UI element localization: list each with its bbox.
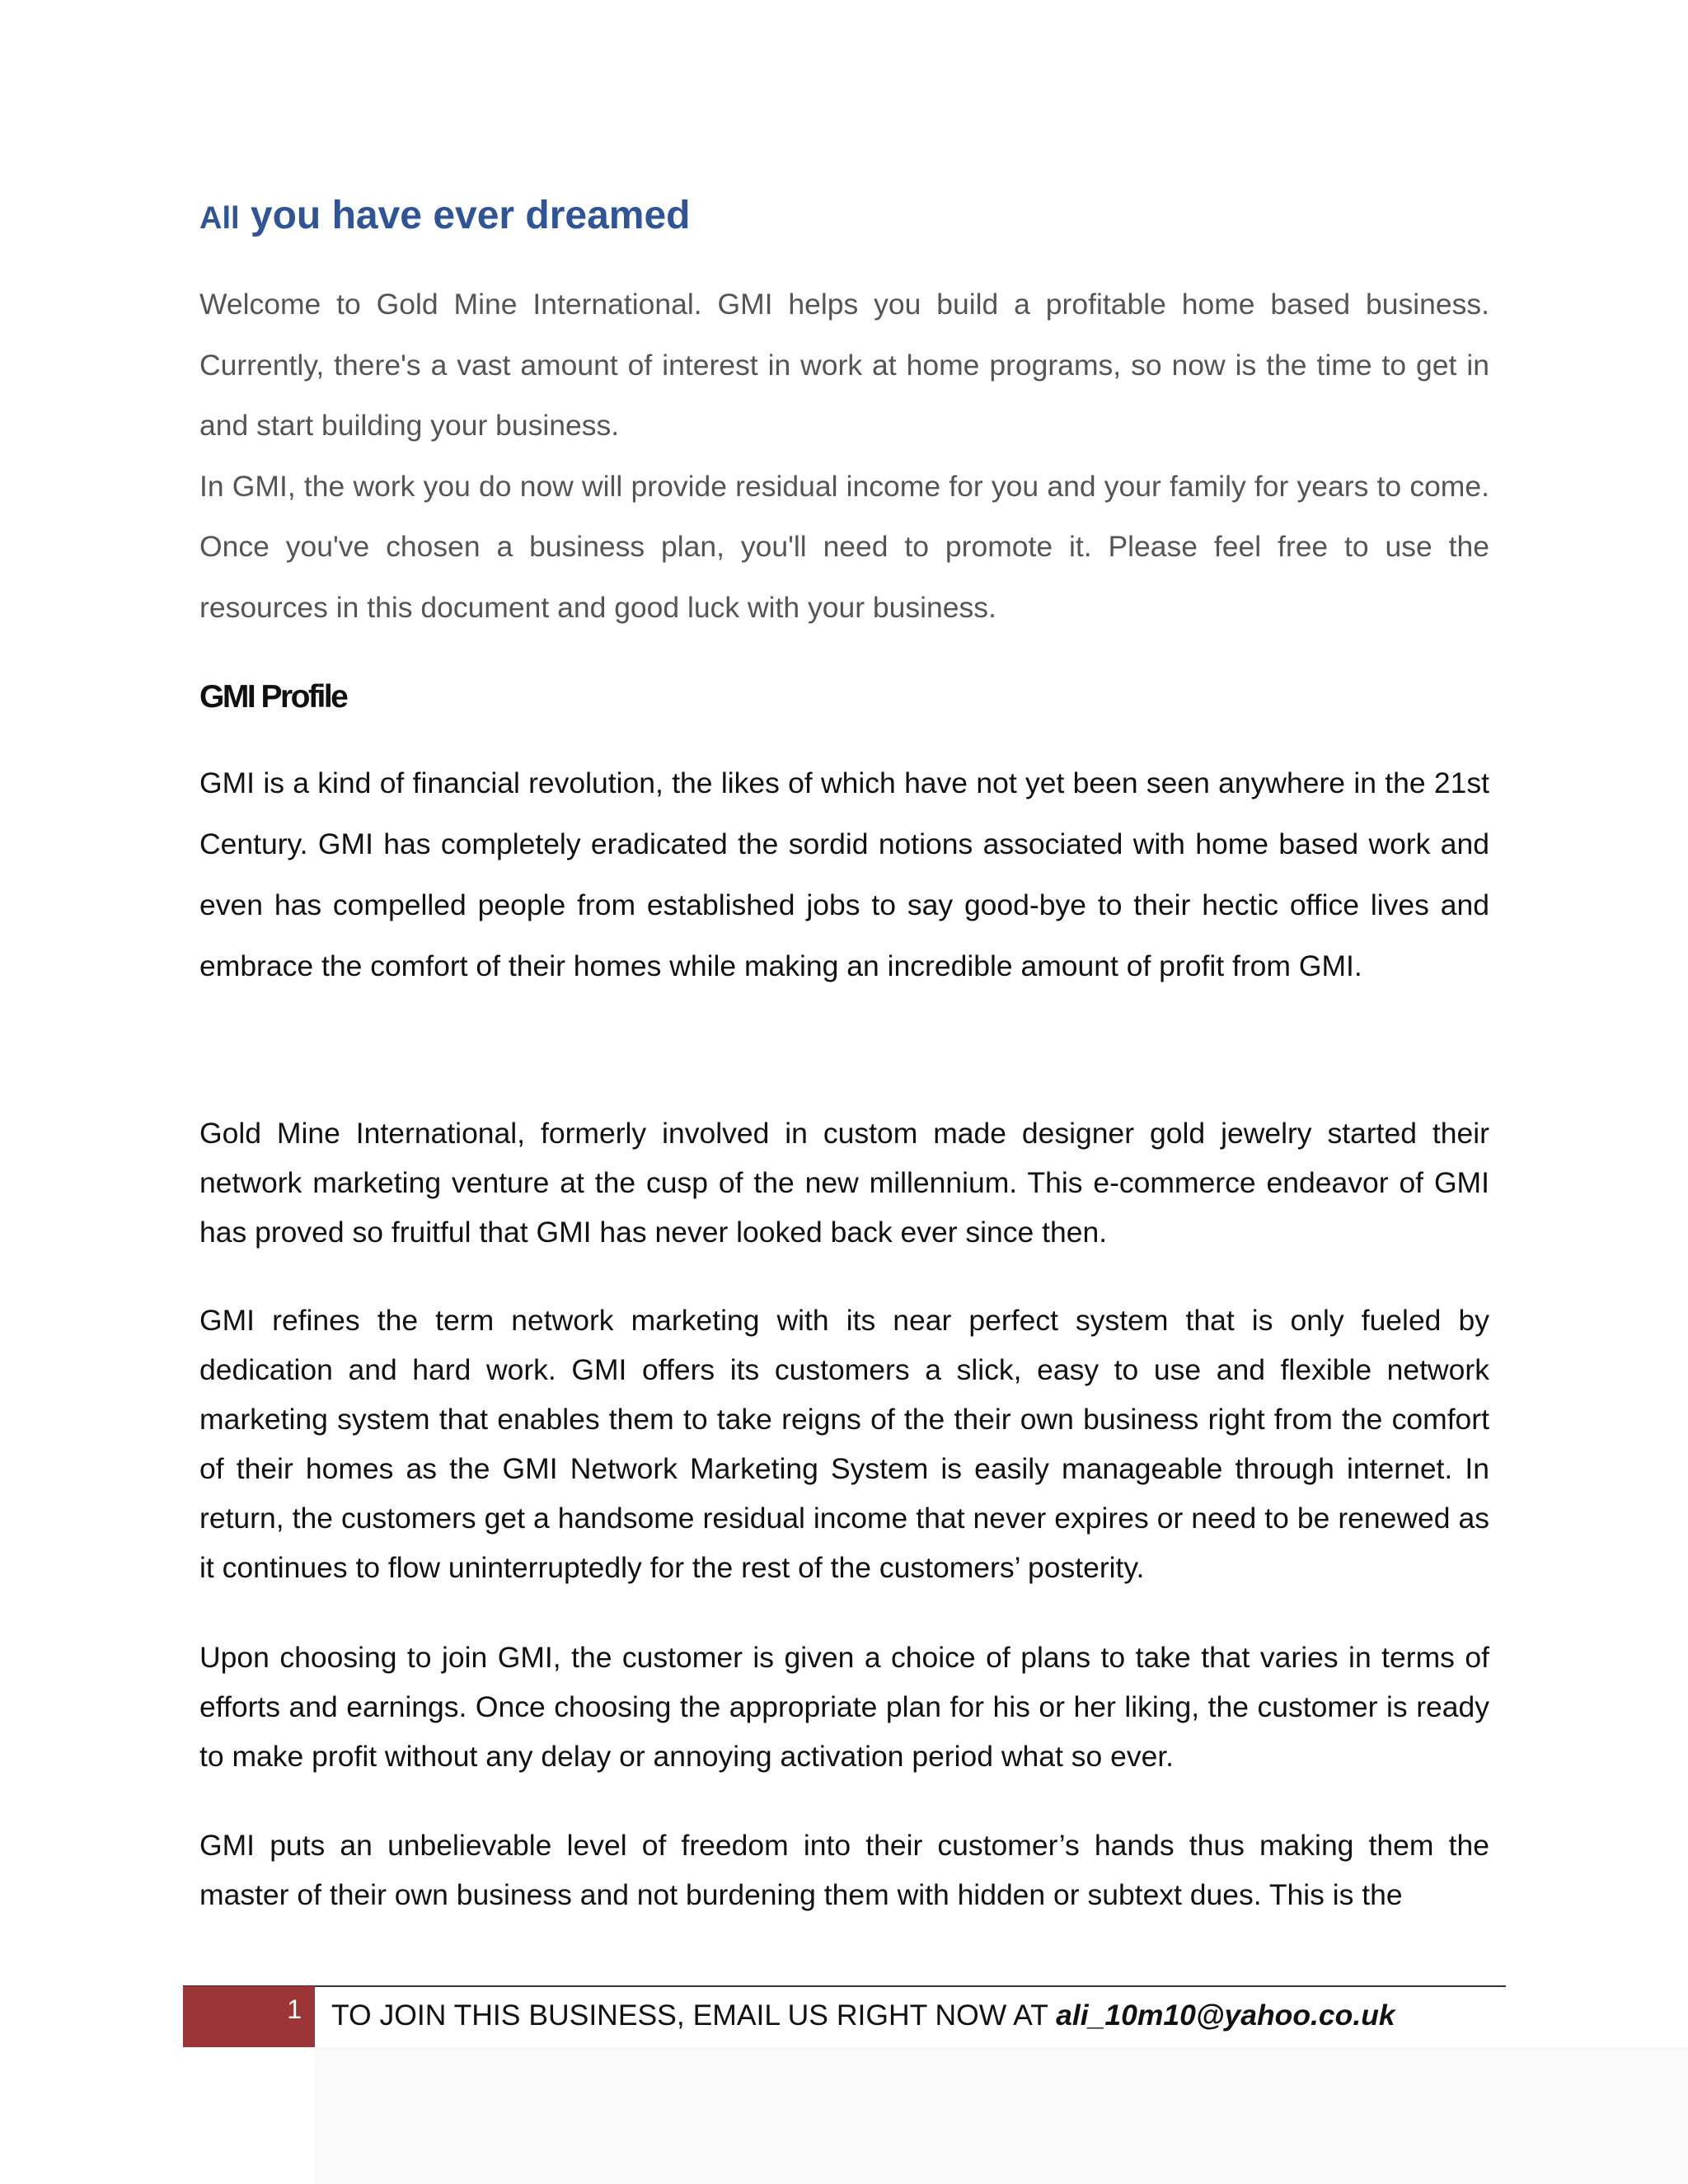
page-number: 1 bbox=[287, 1994, 302, 2024]
profile-paragraph-2: Gold Mine International, formerly involved in custom made designer gold jewelry started their network marketing venture at the cusp of the new millennium. This e-commerce endeavor of GMI has proved so fruitful that GMI has never looked back ever since then. bbox=[199, 1117, 1489, 1249]
page-title-prefix: All bbox=[199, 201, 240, 236]
footer-cta-text: TO JOIN THIS BUSINESS, EMAIL US RIGHT NOW AT bbox=[331, 1999, 1057, 2032]
footer-shade bbox=[315, 2047, 1688, 2184]
intro-paragraph-2: In GMI, the work you do now will provide residual income for you and your family for years to come. Once you've chosen a business plan, you'll need to promote it. Please feel free to use the resources in this document and good luck with your business. bbox=[199, 469, 1489, 624]
profile-paragraph-4: Upon choosing to join GMI, the customer is given a choice of plans to take that varies in terms of efforts and earnings. Once choosing the appropriate plan for his or her liking, the customer is ready to make profit without any delay or annoying activation period what so ever. bbox=[199, 1641, 1489, 1773]
profile-paragraph-3: GMI refines the term network marketing with its near perfect system that is only fueled by dedication and hard work. GMI offers its customers a slick, easy to use and flexible network marketing system that enables them to take reigns of the their own business right from the comfort of their homes as the GMI Network Marketing System is easily manageable through internet. In return, the customers get a handsome residual income that never expires or need to be renewed as it continues to flow uninterruptedly for the rest of the customers’ posterity. bbox=[199, 1304, 1489, 1584]
page-number-box bbox=[183, 1986, 315, 2047]
intro-section bbox=[199, 274, 1489, 638]
page-title bbox=[199, 196, 691, 236]
footer-divider bbox=[183, 1985, 1506, 1987]
profile-paragraph-1: GMI is a kind of financial revolution, the likes of which have not yet been seen anywhere in the 21st Century. GMI has completely eradicated the sordid notions associated with home based work and even has compelled people from established jobs to say good-bye to their hectic office lives and embrace the comfort of their homes while making an incredible amount of profit from GMI. bbox=[199, 766, 1489, 982]
section-heading-profile: GMI Profile bbox=[199, 679, 347, 715]
footer-cta bbox=[331, 2001, 1395, 2031]
intro-paragraph-1: Welcome to Gold Mine International. GMI helps you build a profitable home based business. Currently, there's a vast amount of interest in work at home programs, so now is the time to get in and start building your business. bbox=[199, 288, 1489, 442]
footer-email: ali_10m10@yahoo.co.uk bbox=[1056, 1999, 1395, 2032]
profile-paragraph-5: GMI puts an unbelievable level of freedom into their customer’s hands thus making them the master of their own business and not burdening them with hidden or subtext dues. This is the bbox=[199, 1829, 1489, 1911]
page-title-rest: you have ever dreamed bbox=[239, 194, 691, 237]
